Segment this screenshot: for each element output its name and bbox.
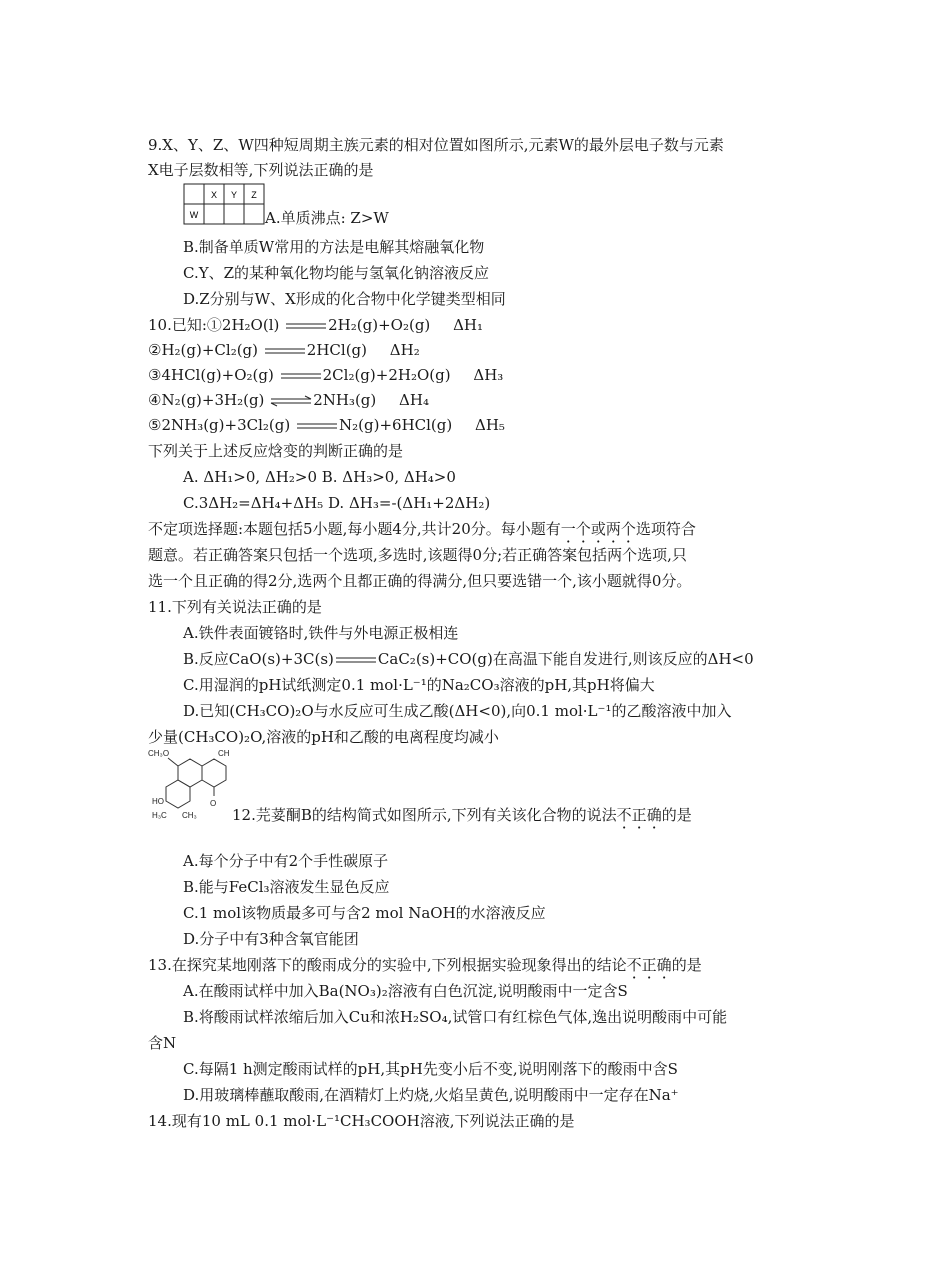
struct-label-h3c: H₃C <box>152 811 167 820</box>
equals-arrow-icon <box>265 347 305 355</box>
reversible-arrow-icon <box>271 396 311 406</box>
struct-label-ch3: CH₃ <box>182 811 197 820</box>
q10-reaction-5 <box>148 415 505 435</box>
grid-w: W <box>189 210 199 220</box>
q11-option-d-line2: 少量(CH₃CO)₂O,溶液的pH和乙酸的电离程度均减小 <box>148 728 499 746</box>
r2-right: 2HCl(g) <box>306 341 368 359</box>
q11-stem: 11.下列有关说法正确的是 <box>148 598 322 616</box>
r1-enthalpy: ΔH₁ <box>453 316 483 334</box>
r1-right: 2H₂(g)+O₂(g) <box>328 316 431 334</box>
r5-left: ⑤2NH₃(g)+3Cl₂(g) <box>148 416 291 434</box>
struct-label-ch3o: CH₃O <box>148 749 170 758</box>
equals-arrow-icon <box>286 322 326 330</box>
q11-b-right: CaC₂(s)+CO(g)在高温下能自发进行,则该反应的ΔH<0 <box>377 650 754 668</box>
section-emphasis: 一个或两个 <box>560 520 636 538</box>
q11-b-left: B.反应CaO(s)+3C(s) <box>183 650 334 668</box>
r3-left: ③4HCl(g)+O₂(g) <box>148 366 274 384</box>
q10-reaction-3 <box>148 365 503 385</box>
q12-stem: 12.芫荽酮B的结构简式如图所示,下列有关该化合物的说法不正确的是 <box>232 806 692 824</box>
r5-enthalpy: ΔH₅ <box>475 416 505 434</box>
q10-options-cd: C.3ΔH₂=ΔH₄+ΔH₅ D. ΔH₃=-(ΔH₁+2ΔH₂) <box>183 494 491 512</box>
q12-emphasis: 不正确 <box>616 806 662 824</box>
q10-reaction-4 <box>148 390 429 410</box>
r4-left: ④N₂(g)+3H₂(g) <box>148 391 265 409</box>
q9-stem-line2: X电子层数相等,下列说法正确的是 <box>148 161 374 179</box>
r1-left: ①2H₂O(l) <box>206 316 280 334</box>
q10-reaction-1 <box>148 315 483 335</box>
q13-option-c: C.每隔1 h测定酸雨试样的pH,其pH先变小后不变,说明刚落下的酸雨中含S <box>183 1060 678 1078</box>
q13-option-b-line1: B.将酸雨试样浓缩后加入Cu和浓H₂SO₄,试管口有红棕色气体,逸出说明酸雨中可能 <box>183 1008 728 1026</box>
grid-x: X <box>210 190 218 200</box>
grid-y: Y <box>230 190 238 200</box>
struct-label-o: O <box>210 799 217 808</box>
q13-option-b-line2: 含N <box>148 1034 177 1052</box>
struct-label-ch: CH <box>218 749 230 758</box>
q10-stem: 10.已知: <box>148 316 207 334</box>
section-text-a: 不定项选择题:本题包括5小题,每小题4分,共计20分。每小题有 <box>148 520 561 538</box>
q9-option-d: D.Z分别与W、X形成的化合物中化学键类型相同 <box>183 290 506 308</box>
q13-option-d: D.用玻璃棒蘸取酸雨,在酒精灯上灼烧,火焰呈黄色,说明酸雨中一定存在Na⁺ <box>183 1086 679 1104</box>
q13-stem: 13.在探究某地刚落下的酸雨成分的实验中,下列根据实验现象得出的结论不正确的是 <box>148 956 702 974</box>
q10-options-ab: A. ΔH₁>0, ΔH₂>0 B. ΔH₃>0, ΔH₄>0 <box>183 468 456 486</box>
q13-option-a: A.在酸雨试样中加入Ba(NO₃)₂溶液有白色沉淀,说明酸雨中一定含S <box>183 982 628 1000</box>
r5-right: N₂(g)+6HCl(g) <box>339 416 453 434</box>
q9-option-a: A.单质沸点: Z>W <box>265 209 389 227</box>
q11-option-d-line1: D.已知(CH₃CO)₂O与水反应可生成乙酸(ΔH<0),向0.1 mol·L⁻¹的乙酸溶液中加入 <box>183 702 732 720</box>
equals-arrow-icon <box>297 422 337 430</box>
q12-option-b: B.能与FeCl₃溶液发生显色反应 <box>183 878 390 896</box>
equals-arrow-icon <box>336 656 376 664</box>
section-instructions-line1 <box>148 519 696 539</box>
r4-enthalpy: ΔH₄ <box>399 391 429 409</box>
q14-stem: 14.现有10 mL 0.1 mol·L⁻¹CH₃COOH溶液,下列说法正确的是 <box>148 1112 575 1130</box>
r3-enthalpy: ΔH₃ <box>473 366 504 384</box>
q11-option-b <box>183 649 754 669</box>
q12-option-a: A.每个分子中有2个手性碳原子 <box>183 852 389 870</box>
section-instructions-line3: 选一个且正确的得2分,选两个且都正确的得满分,但只要选错一个,该小题就得0分。 <box>148 572 692 590</box>
r3-right: 2Cl₂(g)+2H₂O(g) <box>322 366 451 384</box>
q9-option-b: B.制备单质W常用的方法是电解其熔融氧化物 <box>183 238 485 256</box>
r2-left: ②H₂(g)+Cl₂(g) <box>148 341 259 359</box>
struct-label-ho: HO <box>152 797 164 806</box>
q12-option-c: C.1 mol该物质最多可与含2 mol NaOH的水溶液反应 <box>183 904 546 922</box>
coriandrone-structure-diagram <box>146 744 228 824</box>
grid-z: Z <box>251 190 257 200</box>
equals-arrow-icon <box>281 372 321 380</box>
q11-option-c: C.用湿润的pH试纸测定0.1 mol·L⁻¹的Na₂CO₃溶液的pH,其pH将偏大 <box>183 676 655 694</box>
q10-reaction-2 <box>148 340 420 360</box>
r2-enthalpy: ΔH₂ <box>389 341 420 359</box>
section-text-b: 选项符合 <box>635 520 696 538</box>
element-position-grid <box>183 183 265 225</box>
q12-option-d: D.分子中有3种含氧官能团 <box>183 930 359 948</box>
q13-emphasis: 不正确 <box>626 956 672 974</box>
q9-option-c: C.Y、Z的某种氧化物均能与氢氧化钠溶液反应 <box>183 264 490 282</box>
q9-stem-line1: 9.X、Y、Z、W四种短周期主族元素的相对位置如图所示,元素W的最外层电子数与元素 <box>148 136 724 154</box>
r4-right: 2NH₃(g) <box>313 391 377 409</box>
section-instructions-line2: 题意。若正确答案只包括一个选项,多选时,该题得0分;若正确答案包括两个选项,只 <box>148 546 687 564</box>
q10-question: 下列关于上述反应焓变的判断正确的是 <box>148 442 404 460</box>
q11-option-a: A.铁件表面镀铬时,铁件与外电源正极相连 <box>183 624 459 642</box>
